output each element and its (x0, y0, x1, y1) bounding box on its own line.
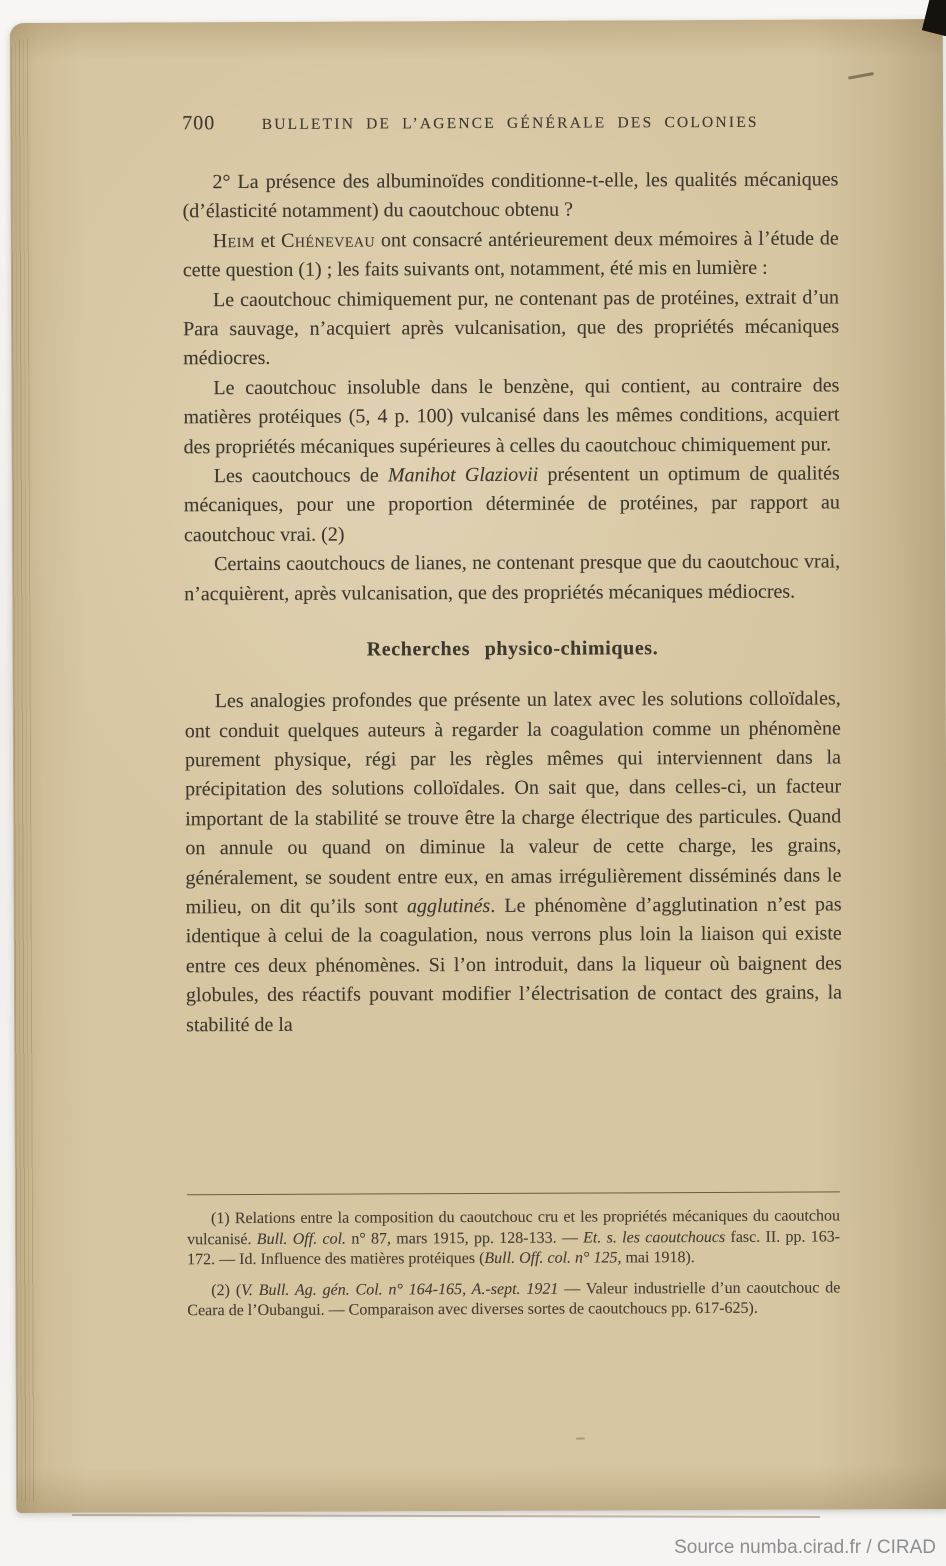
smallcaps-run: Heim (212, 229, 255, 252)
text-run: n° 87, mars 1915, pp. 128-133. — (345, 1229, 584, 1248)
footnote (187, 1278, 840, 1322)
text-run: — Valeur industrielle d’un caoutchouc de Ceara de l’Oubangui. — Comparaison avec diverses sortes de caoutchoucs pp. 617-625). (187, 1279, 841, 1320)
text-run: Certains caoutchoucs de lianes, ne contenant presque que du caoutchouc vrai, n’acquièrent, après vulcanisation, que des propriétés mécaniques médiocres. (184, 550, 841, 605)
paragraph (183, 283, 839, 374)
footnote-block (187, 1191, 841, 1332)
italic-run: agglutinés (406, 894, 491, 918)
text-run: ont consacré antérieurement deux mémoires à l’étude de cette question (1) ; les faits suivants ont, notamment, été mis en lumière : (182, 227, 839, 282)
paragraph (185, 685, 843, 1041)
source-credit: Source numba.cirad.fr / CIRAD (674, 1537, 936, 1558)
italic-run: Et. s. les caoutchoucs (583, 1228, 726, 1247)
text-block (182, 109, 842, 1040)
paragraph (184, 548, 840, 610)
text-run: . Le phénomène d’agglutination n’est pas identique à celui de la coagulation, nous verrons plus loin la liaison qui existe entre ces deux phénomènes. Si l’on introduit, dans la liqueur où baignent des globules, des réactifs pouvant modifier l’électrisation de contact des grains, la stabilité de la (185, 893, 843, 1036)
text-run: (2) ( (211, 1281, 242, 1299)
page-sheet (10, 19, 946, 1513)
paragraph (183, 224, 839, 286)
paragraph (183, 371, 839, 462)
text-run: Le caoutchouc insoluble dans le benzène, qui contient, au contraire des matières protéiques (5, 4 p. 100) vulcanisé dans les mêmes conditions, acquiert des propriétés mécaniques supérieures à celles du caoutchouc chimiquement pur. (183, 374, 840, 458)
italic-run: Bull. Off. col. n° 125 (484, 1249, 618, 1268)
page-header (182, 109, 838, 135)
paragraph (182, 165, 838, 227)
italic-run: V. Bull. Ag. gén. Col. n° 164-165, A.-sept. 1921 (241, 1280, 559, 1299)
text-run: , mai 1918). (617, 1249, 695, 1267)
text-run: 2° La présence des albuminoïdes conditionne-t-elle, les qualités mécaniques (d’élasticité notamment) du caoutchouc obtenu ? (182, 168, 839, 223)
italic-run: Bull. Off. col. (256, 1230, 347, 1248)
text-run: fasc. II. pp. 163-172. — Id. Influence des matières protéiques ( (187, 1228, 841, 1269)
paragraph (184, 459, 840, 550)
footnotes (187, 1192, 841, 1322)
italic-run: Manihot Glaziovii (387, 463, 539, 487)
binding-corner-mark (922, 0, 946, 36)
smallcaps-run: Chéneveau (281, 229, 376, 252)
text-run: (1) Relations entre la composition du caoutchouc cru et les propriétés mécaniques du caoutchou vulcanisé. (187, 1207, 841, 1248)
text-run: Les analogies profondes que présente un latex avec les solutions colloïdales, ont conduit quelques auteurs à regarder la coagulation comme un phénomène purement physique, régi par les règles mêmes qui interviennent dans la précipitation des solutions colloïdales. On sait que, dans celles-ci, un facteur important de la stabilité se trouve être la charge électrique des particules. Quand on annule ou quand on diminue la valeur de cette charge, les grains, généralement, se soudent entre eux, en amas irrégulièrement disséminés dans le milieu, on dit qu’ils sont (184, 687, 842, 919)
text-run: Les caoutchoucs de (213, 464, 388, 488)
section-heading: Recherches physico-chimiques. (366, 637, 659, 661)
under-page-edge (72, 1514, 820, 1518)
page-number: 700 (182, 112, 216, 135)
text-run: présentent un optimum de qualités mécaniques, pour une proportion déterminée de protéines, par rapport au caoutchouc vrai. (2) (183, 462, 840, 547)
running-header: BULLETIN DE L’AGENCE GÉNÉRALE DES COLONIES (261, 113, 759, 133)
footnote (187, 1206, 840, 1271)
body-text (182, 165, 842, 1040)
page-edge-stack (11, 39, 34, 1501)
text-run: Le caoutchouc chimiquement pur, ne contenant pas de protéines, extrait d’un Para sauvage, n’acquiert après vulcanisation, que des propriétés mécaniques médiocres. (183, 286, 840, 370)
paper-speck (848, 72, 874, 80)
paper-speck-small (576, 1438, 585, 1440)
text-run: et (254, 229, 282, 252)
